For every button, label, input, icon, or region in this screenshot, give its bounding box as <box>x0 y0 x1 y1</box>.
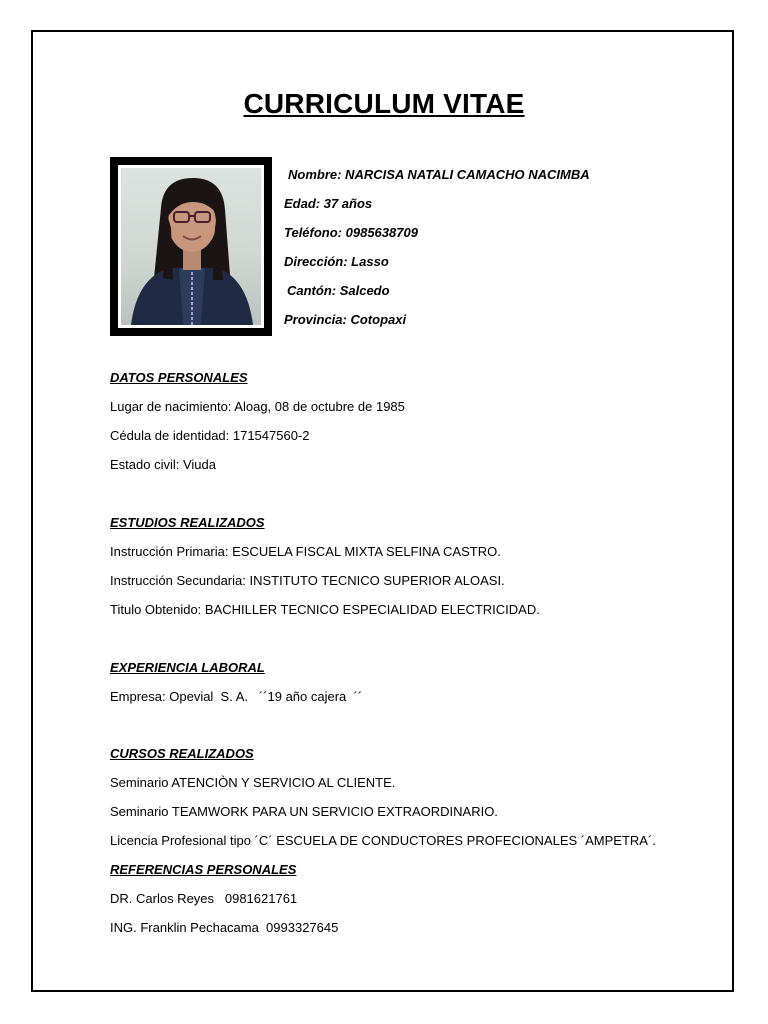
info-direccion: Dirección: Lasso <box>284 254 389 269</box>
estudios-line: Titulo Obtenido: BACHILLER TECNICO ESPECIALIDAD ELECTRICIDAD. <box>110 602 540 617</box>
document-title: CURRICULUM VITAE <box>243 88 525 119</box>
estudios-line: Instrucción Primaria: ESCUELA FISCAL MIXTA SELFINA CASTRO. <box>110 544 501 559</box>
info-nombre: Nombre: NARCISA NATALI CAMACHO NACIMBA <box>288 167 590 182</box>
heading-referencias: REFERENCIAS PERSONALES <box>110 862 297 877</box>
datos-line: Lugar de nacimiento: Aloag, 08 de octubre de 1985 <box>110 399 405 414</box>
referencias-line: ING. Franklin Pechacama 0993327645 <box>110 920 339 935</box>
cursos-line: Seminario ATENCIÒN Y SERVICIO AL CLIENTE. <box>110 775 396 790</box>
estudios-line: Instrucción Secundaria: INSTITUTO TECNICO SUPERIOR ALOASI. <box>110 573 505 588</box>
info-edad: Edad: 37 años <box>284 196 373 211</box>
profile-photo <box>121 168 261 325</box>
heading-datos-personales: DATOS PERSONALES <box>110 370 248 385</box>
person-portrait-icon <box>121 168 261 325</box>
datos-line: Cédula de identidad: 171547560-2 <box>110 428 310 443</box>
profile-photo-frame <box>110 157 272 336</box>
info-canton: Cantón: Salcedo <box>287 283 390 298</box>
info-provincia: Provincia: Cotopaxi <box>284 312 407 327</box>
heading-experiencia: EXPERIENCIA LABORAL <box>110 660 265 675</box>
datos-line: Estado civil: Viuda <box>110 457 216 472</box>
referencias-line: DR. Carlos Reyes 0981621761 <box>110 891 298 906</box>
cursos-line: Seminario TEAMWORK PARA UN SERVICIO EXTRAORDINARIO. <box>110 804 498 819</box>
experiencia-line: Empresa: Opevial S. A. ´´19 año cajera ´´ <box>110 689 363 704</box>
heading-cursos: CURSOS REALIZADOS <box>110 746 254 761</box>
cursos-line: Licencia Profesional tipo ´C´ ESCUELA DE CONDUCTORES PROFECIONALES ´AMPETRA´. <box>110 833 656 848</box>
heading-estudios: ESTUDIOS REALIZADOS <box>110 515 265 530</box>
info-telefono: Teléfono: 0985638709 <box>284 225 418 240</box>
